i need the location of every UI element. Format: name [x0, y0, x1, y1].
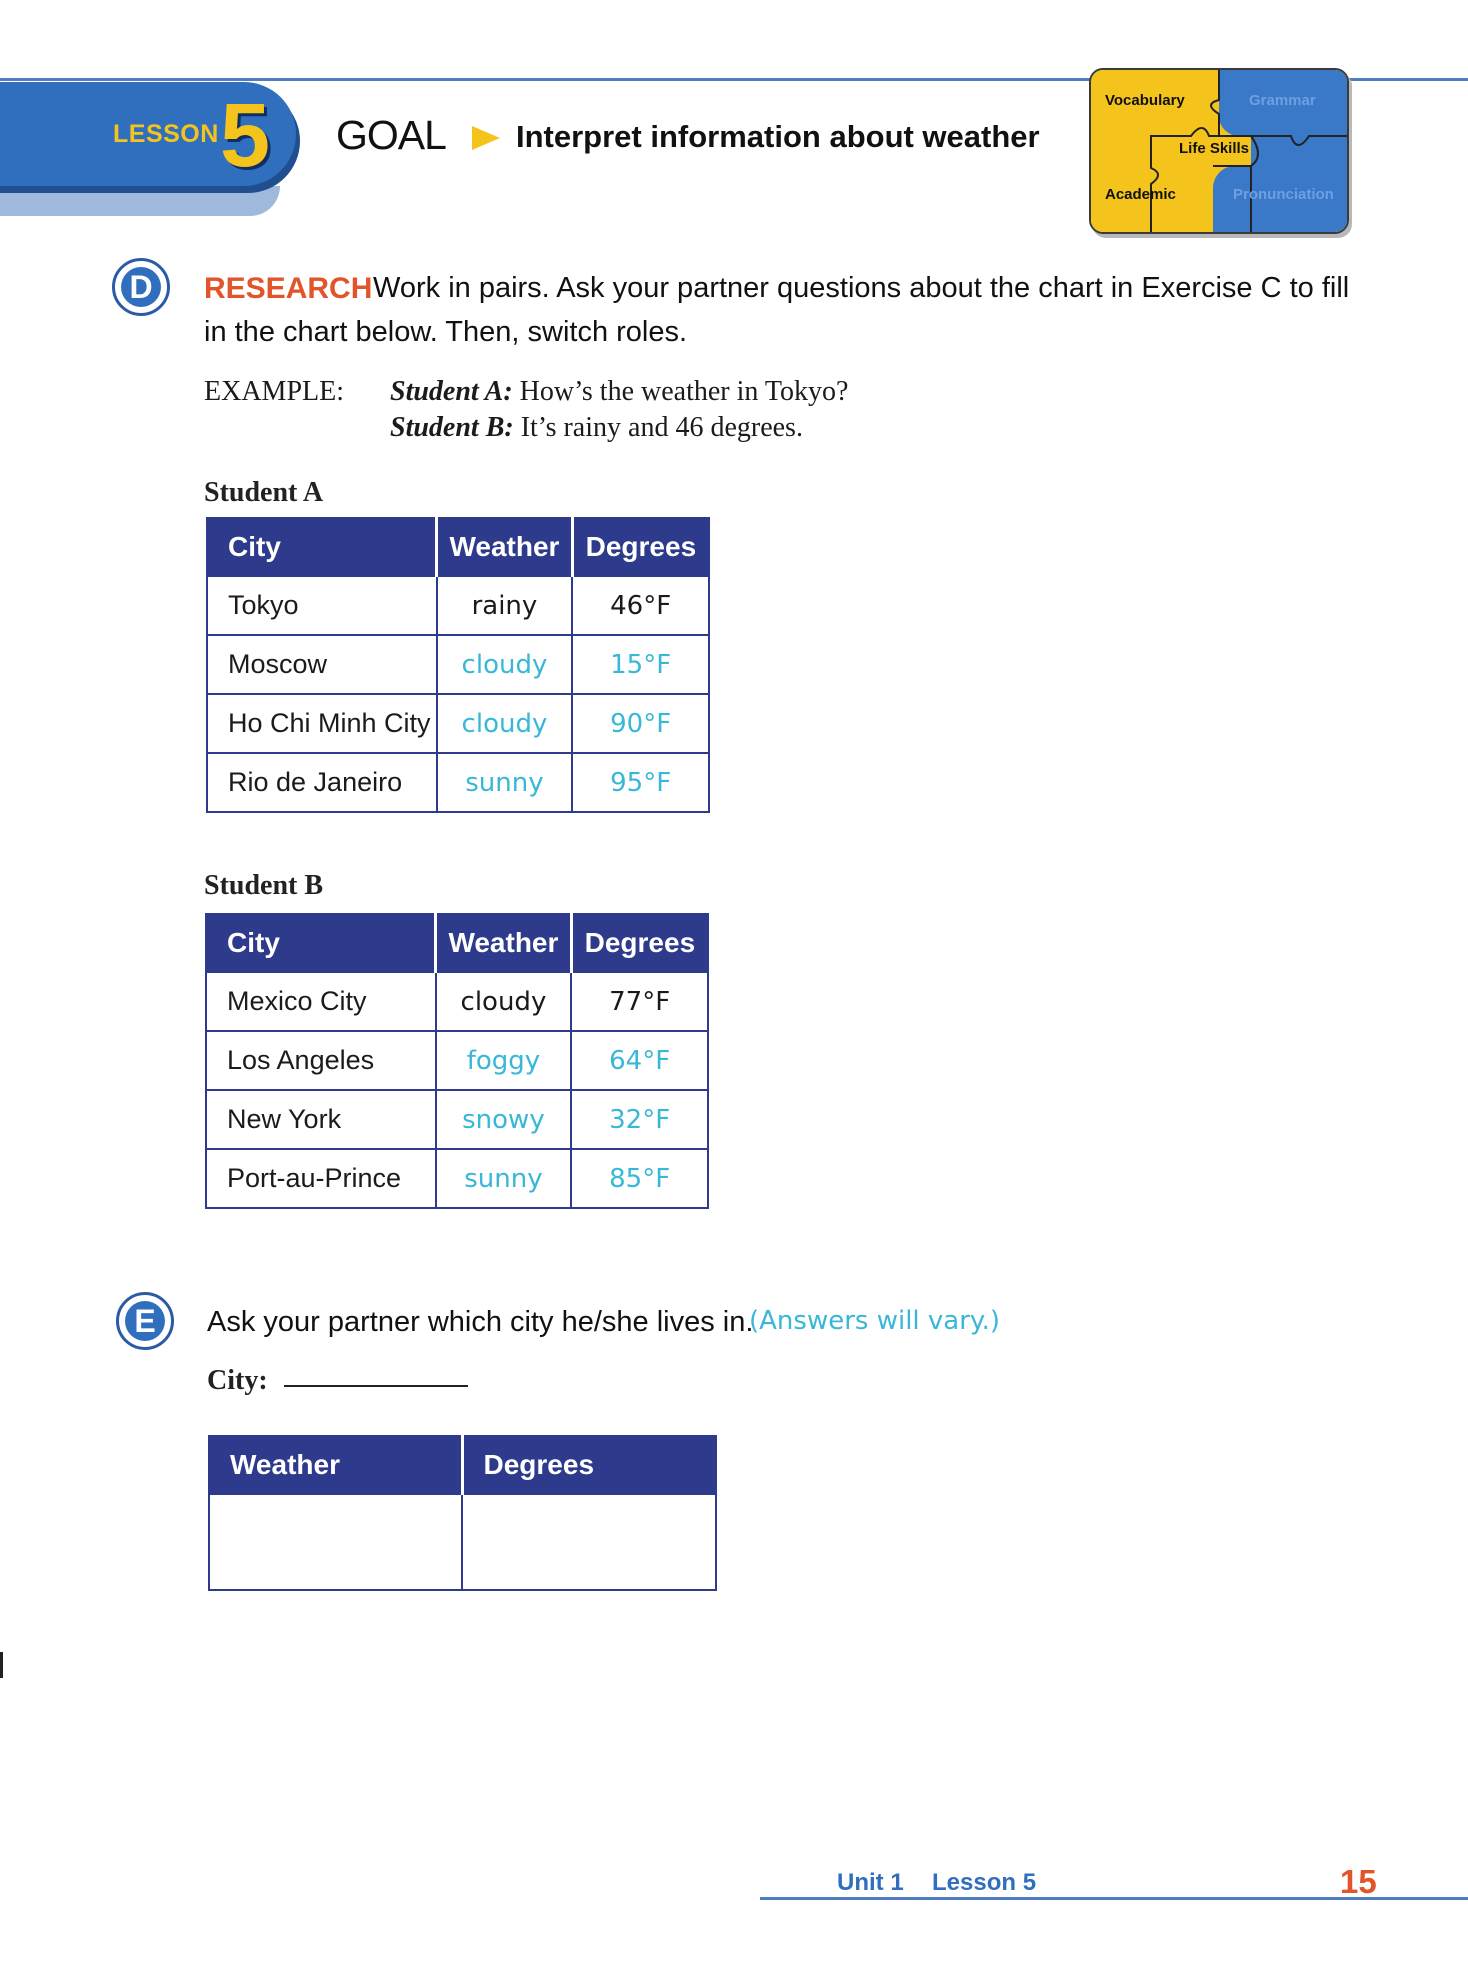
partner-weather-table	[208, 1435, 717, 1591]
skill-pronunciation: Pronunciation	[1233, 186, 1334, 203]
page-number: 15	[1340, 1863, 1377, 1900]
skill-vocabulary: Vocabulary	[1105, 92, 1185, 109]
goal-arrow-icon	[472, 126, 500, 150]
cell-degrees: 77°F	[571, 972, 708, 1031]
cell-degrees: 32°F	[571, 1090, 708, 1149]
cell-city: Tokyo	[207, 576, 437, 635]
student-b-title: Student B	[204, 870, 324, 901]
margin-mark	[0, 1652, 3, 1678]
cell-city: Los Angeles	[206, 1031, 436, 1090]
blank-degrees-cell	[462, 1494, 716, 1590]
goal-label: GOAL	[336, 112, 446, 158]
blank-weather-cell	[209, 1494, 462, 1590]
column-header-weather: Weather	[436, 914, 572, 972]
research-label: RESEARCH	[204, 272, 373, 305]
cell-degrees: 90°F	[572, 694, 709, 753]
lesson-tab-shadow	[0, 186, 280, 216]
city-answer-line	[284, 1385, 468, 1387]
cell-city: Moscow	[207, 635, 437, 694]
exercise-e-letter: E	[125, 1301, 165, 1341]
column-header-degrees: Degrees	[572, 518, 709, 576]
column-header-weather: Weather	[209, 1436, 462, 1494]
exercise-e-instruction: Ask your partner which city he/she lives in.	[207, 1306, 754, 1338]
skill-grammar: Grammar	[1249, 92, 1316, 109]
cell-city: Port-au-Prince	[206, 1149, 436, 1208]
column-header-degrees: Degrees	[571, 914, 708, 972]
skill-life-skills: Life Skills	[1179, 140, 1250, 157]
goal-text: Interpret information about weather	[516, 119, 1040, 154]
cell-city: New York	[206, 1090, 436, 1149]
lesson-number: 5	[220, 86, 271, 186]
cell-weather: sunny	[437, 753, 573, 812]
exercise-e-badge	[116, 1292, 174, 1350]
table-row	[209, 1494, 716, 1590]
exercise-d-letter: D	[121, 267, 161, 307]
student-a-title: Student A	[204, 477, 324, 508]
table-row	[206, 972, 708, 1031]
exercise-d-badge	[112, 258, 170, 316]
example-text-a: How’s the weather in Tokyo?	[519, 376, 849, 407]
cell-degrees: 95°F	[572, 753, 709, 812]
student-b-table	[205, 913, 709, 1209]
cell-weather: snowy	[436, 1090, 572, 1149]
student-a-table	[206, 517, 710, 813]
example-line-b	[390, 412, 803, 444]
table-row	[207, 576, 709, 635]
table-row	[206, 1090, 708, 1149]
cell-degrees: 64°F	[571, 1031, 708, 1090]
table-header-row	[206, 914, 708, 972]
column-header-weather: Weather	[437, 518, 573, 576]
example-speaker-a: Student A:	[390, 376, 513, 407]
skill-academic: Academic	[1105, 186, 1176, 203]
example-line-a	[390, 376, 848, 408]
footer-lesson: Lesson 5	[932, 1869, 1037, 1896]
footer-unit: Unit 1	[837, 1869, 904, 1896]
cell-weather: sunny	[436, 1149, 572, 1208]
cell-weather: foggy	[436, 1031, 572, 1090]
cell-weather: rainy	[437, 576, 573, 635]
cell-weather: cloudy	[436, 972, 572, 1031]
example-label: EXAMPLE:	[204, 376, 344, 407]
exercise-d-instruction-line1: Work in pairs. Ask your partner questions about the chart in Exercise C to fill	[373, 272, 1350, 304]
cell-city: Mexico City	[206, 972, 436, 1031]
column-header-city: City	[206, 914, 436, 972]
table-row	[207, 694, 709, 753]
table-header-row	[207, 518, 709, 576]
cell-city: Rio de Janeiro	[207, 753, 437, 812]
table-header-row	[209, 1436, 716, 1494]
lesson-label: LESSON	[113, 120, 219, 148]
city-label: City:	[207, 1365, 268, 1396]
skills-puzzle-icon	[1089, 68, 1349, 234]
exercise-d-instruction-line2: in the chart below. Then, switch roles.	[204, 316, 688, 348]
answer-note: (Answers will vary.)	[749, 1306, 1001, 1336]
cell-degrees: 15°F	[572, 635, 709, 694]
table-row	[206, 1149, 708, 1208]
column-header-city: City	[207, 518, 437, 576]
cell-degrees: 85°F	[571, 1149, 708, 1208]
column-header-degrees: Degrees	[462, 1436, 716, 1494]
cell-degrees: 46°F	[572, 576, 709, 635]
table-row	[207, 635, 709, 694]
table-row	[206, 1031, 708, 1090]
cell-weather: cloudy	[437, 635, 573, 694]
example-speaker-b: Student B:	[390, 412, 514, 443]
cell-city: Ho Chi Minh City	[207, 694, 437, 753]
table-row	[207, 753, 709, 812]
example-text-b: It’s rainy and 46 degrees.	[520, 412, 803, 443]
cell-weather: cloudy	[437, 694, 573, 753]
